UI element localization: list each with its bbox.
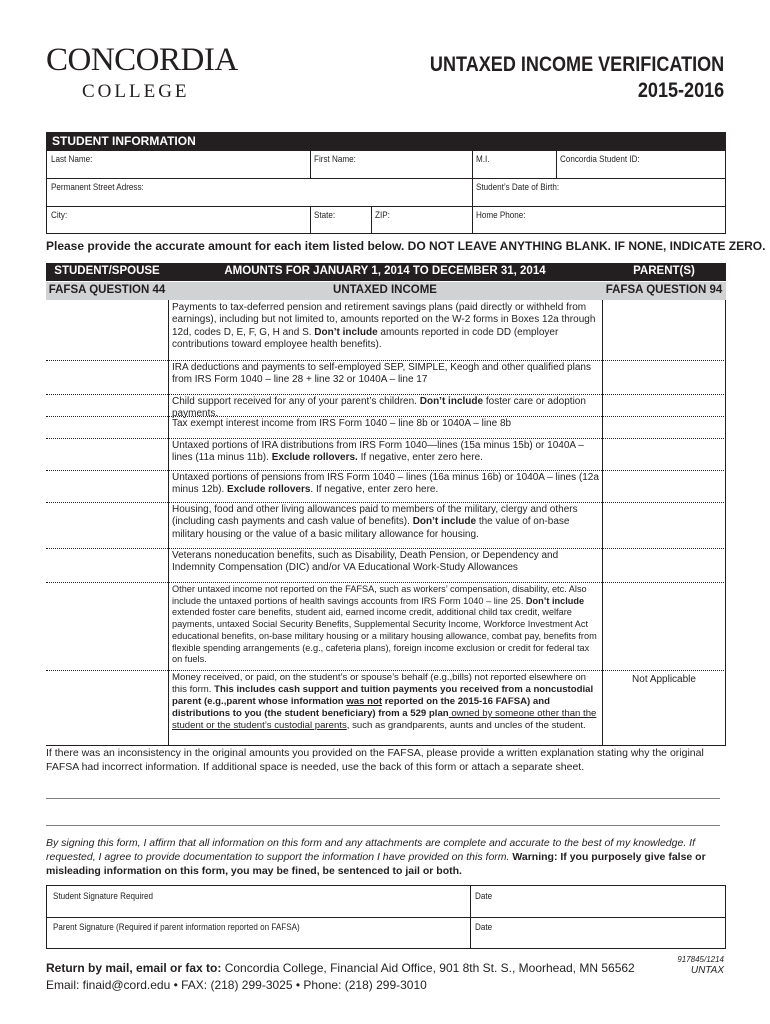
- untaxed-income-table: [46, 300, 726, 746]
- first-name-field[interactable]: First Name:: [314, 154, 356, 164]
- parent-amount-input[interactable]: [603, 438, 725, 470]
- money-received-bold-1: This includes cash support and tuition payments you received from a noncustodial parent (e.g.,parent whose information: [172, 684, 594, 707]
- form-title: [430, 52, 724, 104]
- income-item-description: [169, 362, 602, 387]
- income-item-text: Untaxed portions of pensions from IRS Form 1040 – lines (16a minus 16b) or 1040A – lines (12a minus 12b).: [172, 472, 599, 496]
- money-received-bold-2: reported on the 2015-16 FAFSA) and distributions to you (the student beneficiary) from a 529 plan: [172, 696, 550, 719]
- certification-statement: [46, 836, 726, 878]
- street-address-field[interactable]: Permanent Street Adress:: [51, 182, 144, 192]
- parent-amount-input[interactable]: [603, 548, 725, 582]
- income-item-text: Veterans noneducation benefits, such as Disability, Death Pension, or Dependency and Indemnity Compensation (DIC) and/or VA Educational Work-Study Allowances: [172, 550, 559, 574]
- money-received-description: [169, 672, 602, 732]
- income-item-description: [169, 504, 602, 541]
- student-amount-input[interactable]: [46, 548, 168, 582]
- fafsa-q94-header: FAFSA QUESTION 94: [605, 284, 723, 296]
- income-item-text-cont: extended foster care benefits, student aid, earned income credit, additional child tax credit, welfare payments, untaxed Social Security Benefits, Supplemental Security Income, Workforce Investment Act educational benefits, on-base military housing or a military housing allowance, combat pay, benefits from flexible spending arrangements (e.g., cafeteria plans), foreign income exclusion or credit for federal tax on fuels.: [172, 607, 597, 665]
- income-item-text-cont: amounts reported in code DD (employer contributions toward employee health benefits).: [172, 326, 559, 350]
- parent-amount-input[interactable]: [603, 300, 725, 360]
- student-amount-input[interactable]: [46, 502, 168, 548]
- parent-amount-input[interactable]: [603, 394, 725, 416]
- income-item-text: Child support received for any of your parent’s children.: [172, 396, 420, 407]
- return-instructions: [46, 961, 635, 975]
- student-info-box: [46, 150, 726, 234]
- income-item-text-cont: . If negative, enter zero here.: [310, 484, 439, 496]
- income-item-text: Payments to tax-deferred pension and retirement savings plans (paid directly or withheld from earnings), including but not limited to, amounts reported on the W-2 forms in Boxes 12a through 12d, codes D, E, F, G, H and S.: [172, 302, 596, 338]
- form-name: UNTAX: [690, 965, 724, 976]
- student-amount-input[interactable]: [46, 394, 168, 416]
- table-header-row: [46, 263, 726, 281]
- income-item-text: Untaxed portions of IRA distributions from IRS Form 1040—lines (15a minus 15b) or 1040A – lines (11a minus 11b).: [172, 440, 584, 464]
- instruction-text: Please provide the accurate amount for each item listed below. DO NOT LEAVE ANYTHING BLANK. IF NONE, INDICATE ZERO.: [46, 239, 766, 253]
- student-info-heading: STUDENT INFORMATION: [46, 132, 726, 150]
- student-id-field[interactable]: Concordia Student ID:: [560, 154, 640, 164]
- student-amount-input[interactable]: [46, 438, 168, 470]
- return-address: Concordia College, Financial Aid Office, 901 8th St. S., Moorhead, MN 56562: [221, 961, 635, 975]
- table-subheader-row: [46, 282, 726, 300]
- college-logo-name: CONCORDIA: [46, 42, 238, 78]
- money-received-text: Money received, or paid, on the student’s or spouse’s behalf (e.g.,bills) not reported elsewhere on this form.: [172, 672, 587, 695]
- parent-amount-input[interactable]: [603, 470, 725, 502]
- student-amount-input[interactable]: [46, 670, 168, 746]
- untaxed-income-header: UNTAXED INCOME: [333, 284, 437, 296]
- parents-header: PARENT(S): [633, 265, 695, 277]
- explanation-line-1[interactable]: [46, 798, 720, 799]
- student-signature-date-field[interactable]: Date: [475, 891, 493, 901]
- income-item-text: Tax exempt interest income from IRS Form 1040 – line 8b or 1040A – line 8b: [172, 418, 512, 429]
- signature-box: [46, 885, 726, 949]
- parent-amount-input[interactable]: [603, 416, 725, 438]
- college-logo-subtitle: COLLEGE: [82, 81, 190, 102]
- amounts-period-header: AMOUNTS FOR JANUARY 1, 2014 TO DECEMBER 31, 2014: [224, 265, 546, 277]
- income-item-text: Other untaxed income not reported on the FAFSA, such as workers’ compensation, disability, etc. Also include the untaxed portions of health savings accounts from IRS Form 1040 – line 25.: [172, 584, 587, 606]
- income-item-emphasis: Don’t include: [412, 516, 477, 528]
- form-title-year: 2015-2016: [637, 79, 724, 102]
- income-item-description: [169, 418, 602, 430]
- fafsa-q44-header: FAFSA QUESTION 44: [48, 284, 166, 296]
- state-field[interactable]: State:: [314, 210, 336, 220]
- student-spouse-header: STUDENT/SPOUSE: [54, 265, 160, 277]
- income-item-description: [169, 472, 602, 497]
- parent-not-applicable: Not Applicable: [632, 674, 696, 685]
- income-item-description: [169, 550, 602, 575]
- student-amount-input[interactable]: [46, 582, 168, 670]
- form-title-line1: UNTAXED INCOME VERIFICATION: [429, 53, 724, 76]
- return-label: Return by mail, email or fax to:: [46, 961, 222, 975]
- parent-signature-field[interactable]: Parent Signature (Required if parent information reported on FAFSA): [53, 922, 300, 932]
- home-phone-field[interactable]: Home Phone:: [476, 210, 526, 220]
- income-item-emphasis: Don’t include: [525, 595, 585, 606]
- contact-info: Email: finaid@cord.edu • FAX: (218) 299-3025 • Phone: (218) 299-3010: [46, 978, 427, 992]
- last-name-field[interactable]: Last Name:: [51, 154, 93, 164]
- income-item-description: [169, 302, 602, 351]
- certification-warning: Warning: If you purposely give false or misleading information on this form, you may be fined, be sentenced to jail or both.: [46, 851, 706, 877]
- parent-amount-input[interactable]: [603, 360, 725, 394]
- income-item-text: Housing, food and other living allowances paid to members of the military, clergy and others (including cash payments and cash value of benefits).: [172, 504, 578, 528]
- income-item-emphasis: Exclude rollovers.: [271, 452, 358, 464]
- money-received-examples: , such as grandparents, aunts and uncles of the student.: [346, 720, 586, 731]
- money-received-owner: owned by someone other than the student or the student’s custodial parents: [172, 708, 597, 731]
- zip-field[interactable]: ZIP:: [375, 210, 390, 220]
- student-amount-input[interactable]: [46, 416, 168, 438]
- parent-amount-input[interactable]: [603, 582, 725, 670]
- income-item-emphasis: Don’t include: [419, 396, 484, 407]
- parent-amount-input[interactable]: [603, 502, 725, 548]
- certification-text: By signing this form, I affirm that all information on this form and any attachments are complete and accurate to the best of my knowledge. If requested, I agree to provide documentation to support the information I have provided on this form.: [46, 837, 695, 863]
- form-code: 917845/1214: [677, 955, 724, 964]
- income-item-text-cont: the value of on-base military housing or the value of a basic military allowance for housing.: [172, 516, 570, 540]
- student-amount-input[interactable]: [46, 300, 168, 360]
- student-signature-field[interactable]: Student Signature Required: [53, 891, 153, 901]
- explanation-line-2[interactable]: [46, 825, 720, 826]
- inconsistency-instructions: If there was an inconsistency in the original amounts you provided on the FAFSA, please provide a written explanation stating why the original FAFSA had incorrect information. If additional space is needed, use the back of this form or attach a separate sheet.: [46, 747, 704, 773]
- money-received-was-not: was not: [346, 696, 383, 707]
- income-item-description: [169, 440, 602, 465]
- income-item-text: IRA deductions and payments to self-employed SEP, SIMPLE, Keogh and other qualified plans from IRS Form 1040 – line 28 + line 32 or 1040A – line 17: [172, 362, 591, 386]
- middle-initial-field[interactable]: M.I.: [476, 154, 490, 164]
- student-amount-input[interactable]: [46, 470, 168, 502]
- income-item-emphasis: Don’t include: [314, 326, 378, 338]
- income-item-description: [169, 584, 602, 666]
- income-item-text-cont: If negative, enter zero here.: [357, 452, 483, 464]
- city-field[interactable]: City:: [51, 210, 68, 220]
- income-item-text-cont: foster care or adoption payments.: [172, 396, 586, 420]
- date-of-birth-field[interactable]: Student’s Date of Birth:: [476, 182, 560, 192]
- income-item-emphasis: Exclude rollovers: [227, 484, 311, 496]
- parent-signature-date-field[interactable]: Date: [475, 922, 493, 932]
- student-amount-input[interactable]: [46, 360, 168, 394]
